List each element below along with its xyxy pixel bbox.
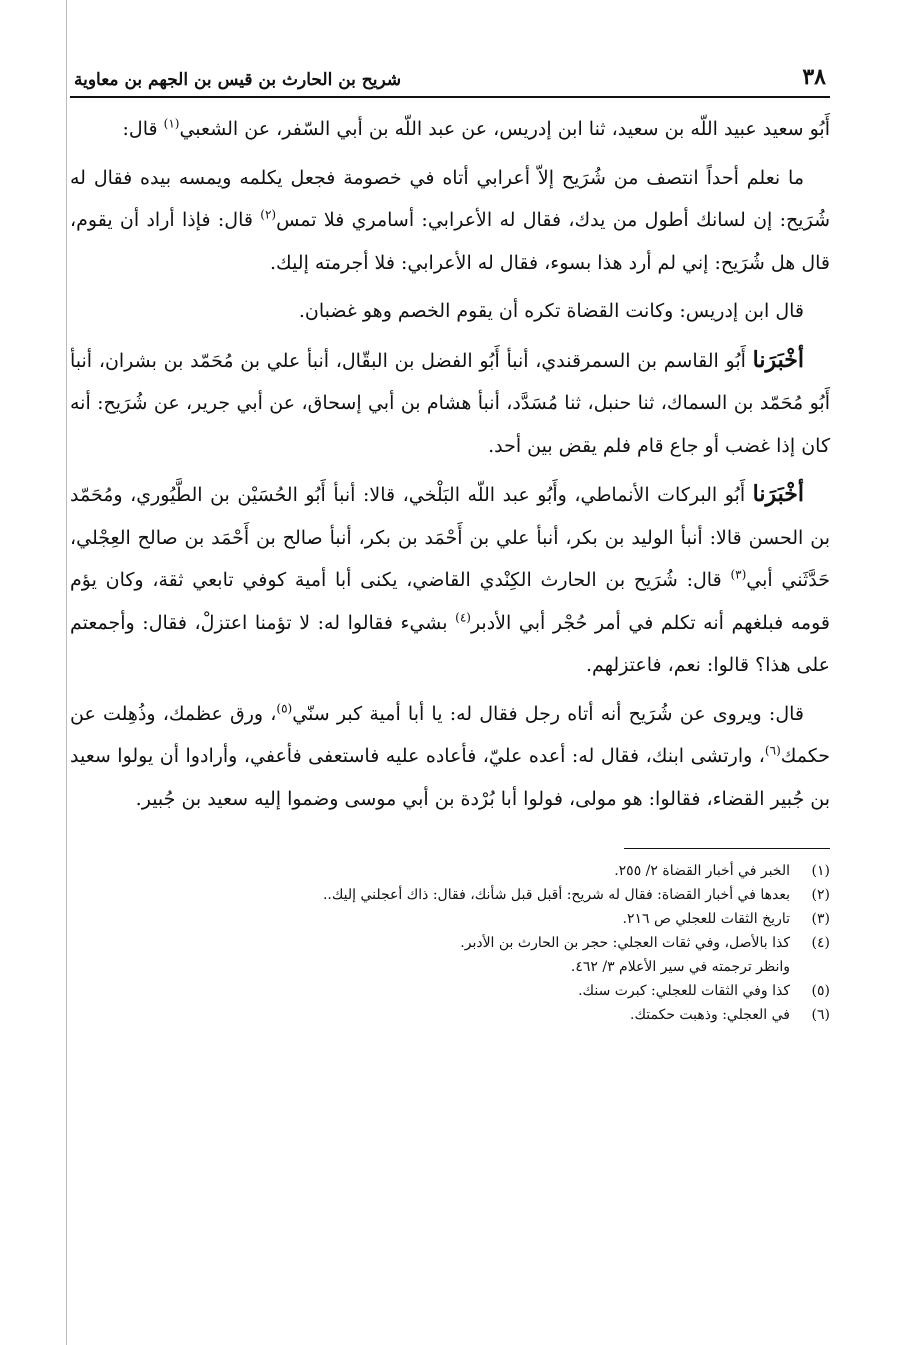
footnote-text: تاريخ الثقات للعجلي ص ٢١٦. [622,911,790,927]
footnote-separator [624,848,830,849]
paragraph-5-text-c: بشيء فقالوا له: لا تؤمنا اعتزلْ، فقال: وأجمعتم على هذا؟ قالوا: نعم، فاعتزلهم. [70,611,830,676]
footnote [70,883,830,907]
footnote-number: (٥) [811,983,830,999]
paragraph-6-text-a: قال: ويروى عن شُرَيح أنه أتاه رجل فقال له: يا أبا أمية كبر سنّي [292,702,804,725]
footnote-ref-3: (٣) [730,567,747,582]
footnote [70,931,830,955]
footnote-text: كذا وفي الثقات للعجلي: كبرت سنك. [578,983,790,999]
paragraph-3-text: قال ابن إدريس: وكانت القضاة تكره أن يقوم الخصم وهو غضبان. [298,300,804,322]
footnote-ref-6: (٦) [764,743,781,758]
paragraph-2-text-a: ما نعلم أحداً انتصف من شُرَيح إلاّ أعرابي أتاه في خصومة فجعل يكلمه ويمسه بيده فقال له شُرَيح: إن لسانك أطول من يدك، فقال له الأعرابي: أسامري فلا تمس [70,166,830,231]
paragraph-5-lead: أخْبَرَنا [752,481,804,507]
paragraph-4-text: أَبُو القاسم بن السمرقندي، أنبأ أَبُو الفضل بن البقّال، أنبأ علي بن مُحَمّد بن بشران، أنبأ أَبُو مُحَمّد بن السماك، ثنا حنبل، ثنا مُسَدَّد، أنبأ هشام بن أبي إسحاق، عن أبي جرير، عن شُرَيح: أنه كان إذا غضب أو جاع قام فلم يقض بين أحد. [70,349,830,457]
footnote-text: في العجلي: وذهبت حكمتك. [630,1007,790,1023]
paragraph-5 [70,473,830,687]
page-header [70,50,830,98]
paragraph-6 [70,693,830,821]
footnote-number: (٢) [811,887,830,903]
paragraph-3 [70,290,830,333]
paragraph-6-text-b: ، ورق عظمك، وذُهِلت عن حكمك [70,702,830,767]
paragraph-1-tail: قال: [122,118,164,140]
footnote-number: (٤) [811,935,830,951]
footnote-ref-4: (٤) [455,610,471,625]
book-page [70,50,830,1027]
footnote [70,1003,830,1027]
footnote-ref-1: (١) [163,116,180,131]
paragraph-5-text-a: أَبُو البركات الأنماطي، وأَبُو عبد اللّه البَلْخي، قالا: أنبأ أَبُو الحُسَيْن بن الطَّيُوري، ومُحَمّد بن الحسن قالا: أنبأ الوليد بن بكر، أنبأ علي بن أَحْمَد بن بكر، أنبأ صالح بن أَحْمَد بن صالح العِجْلي، حَدَّثَني أبي [70,484,830,591]
paragraph-1 [70,108,830,151]
footnote-ref-5: (٥) [276,701,293,716]
footnote-text: بعدها في أخبار القضاة: فقال له شريح: أقبل قبل شأنك، فقال: ذاك أعجلني إليك.. [322,887,790,903]
footnote-text: كذا بالأصل، وفي ثقات العجلي: حجر بن الحارث بن الأدبر. [460,935,790,951]
paragraph-5-text-b: قال: شُرَيح بن الحارث الكِنْدي القاضي، يكنى أبا أمية كوفي تابعي ثقة، وكان يؤم قومه فبلغهم أنه تكلم في أمر حُجْر أبي الأدبر [70,569,830,634]
scan-edge-line [66,0,67,1345]
paragraph-4-lead: أخْبَرَنا [752,346,804,373]
paragraph-2 [70,157,830,285]
main-text [70,108,830,820]
paragraph-4 [70,339,830,468]
running-title: شريح بن الحارث بن قيس بن الجهم بن معاوية [74,70,402,90]
footnote [70,979,830,1003]
footnote-continuation: وانظر ترجمته في سير الأعلام ٣/ ٤٦٢. [570,959,790,975]
footnote [70,859,830,883]
footnote-number: (٦) [811,1007,830,1023]
footnote-number: (٣) [811,911,830,927]
footnote-ref-2: (٢) [260,207,277,222]
paragraph-6-text-c: ، وارتشى ابنك، فقال له: أعده عليّ، فأعاده عليه فاستعفى فأعفي، وأرادوا أن يولوا سعيد بن جُبير القضاء، فقالوا: هو مولى، فولوا أبا بُرْدة بن أبي موسى وضموا إليه سعيد بن جُبير. [70,745,830,810]
footnote-text: الخبر في أخبار القضاة ٢/ ٢٥٥. [614,863,790,879]
footnotes [70,859,830,1027]
footnote-number: (١) [811,863,830,879]
footnote [70,907,830,931]
page-number: ٣٨ [802,64,826,90]
paragraph-2-text-b: قال: فإذا أراد أن يقوم، قال هل شُرَيح: إني لم أرد هذا بسوء، فقال له الأعرابي: فلا أجرمته إليك. [70,209,830,274]
paragraph-1-text: أَبُو سعيد عبيد اللّه بن سعيد، ثنا ابن إدريس، عن عبد اللّه بن أبي السّفر، عن الشعبي [179,118,830,140]
